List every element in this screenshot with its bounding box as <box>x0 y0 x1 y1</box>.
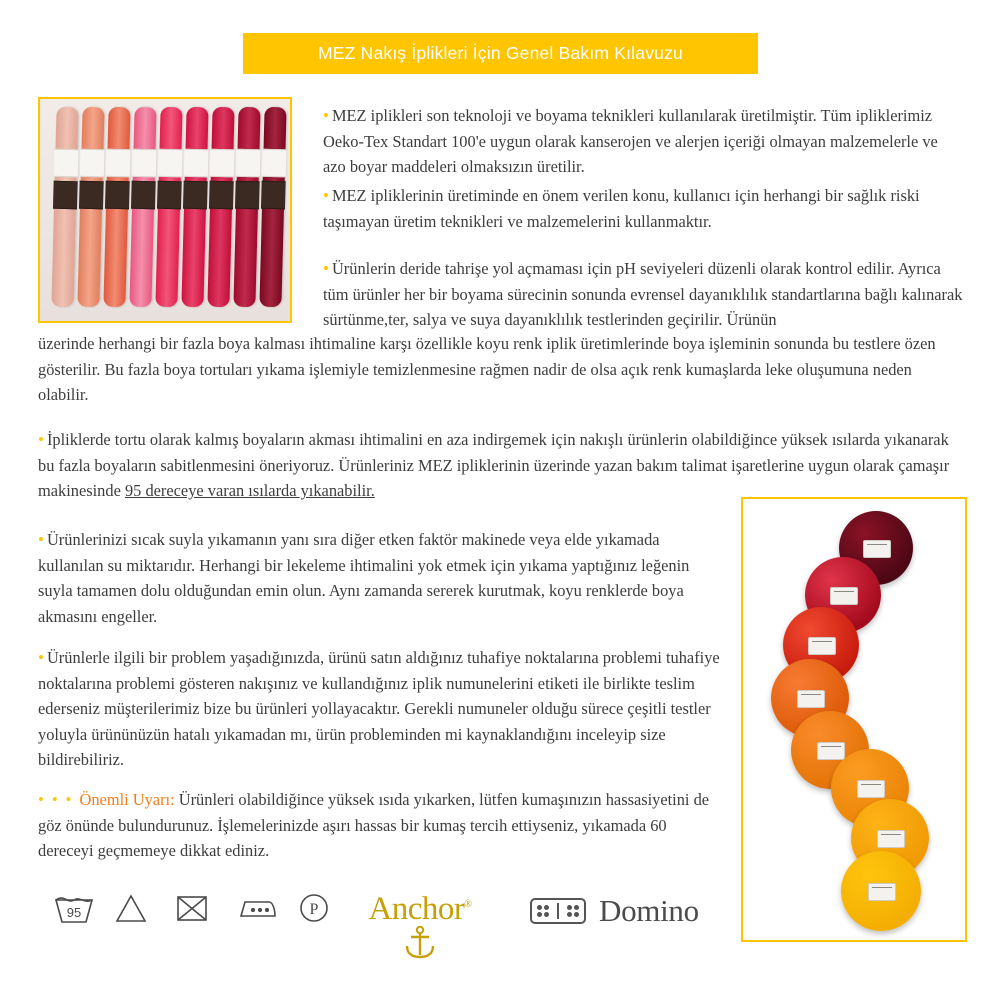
domino-dots-left <box>537 905 549 917</box>
paragraph-ph-cont <box>38 331 964 408</box>
paragraph-intro <box>323 103 964 180</box>
paragraph-ph <box>323 256 964 333</box>
bullet-icon: • <box>38 648 44 667</box>
paragraph-important-warning <box>38 787 723 864</box>
bullet-icon: • <box>323 186 329 205</box>
paragraph-text: Ürünlerle ilgili bir problem yaşadığınızda, ürünü satın aldığınız tuhafiye noktalarına problemi tuhafiye noktalarına problemi gösteren nakışınız ve kullandığınız iplik numunelerini etiketi ile birlikte teslim ederseniz müşterilerimiz bize bu ürünleri yollayacaktır. Gerekli numuneler olduğu sürece çeşitli testler yoluyla ürününüzün hatalı yıkamadan mı, ürün probleminden mi kaynaklandığını inceleyip size bildirebiliriz. <box>38 648 720 769</box>
paragraph-text: Ürünleri olabildiğince yüksek ısıda yıkarken, lütfen kumaşınızın hassasiyetini de göz önünde bulundurunuz. İşlemelerinizde aşırı hassas bir kumaş tercih ettiyseniz, yıkamada 60 dereceyi geçmemeye dikkat ediniz. <box>38 790 710 860</box>
warning-dots-icon: • • • <box>38 790 80 809</box>
bullet-icon: • <box>38 530 44 549</box>
anchor-symbol-icon <box>400 924 440 960</box>
bullet-icon: • <box>323 106 329 125</box>
wash-95-icon <box>52 890 96 926</box>
paragraph-text: Ürünlerin deride tahrişe yol açmaması için pH seviyeleri düzenli olarak kontrol edilir. Ayrıca tüm ürünler her bir boyama sürecinin sonunda evrensel dayanıklılık standartlarına bağlı kalınarak sürtünme,ter, salya ve suya dayanıklılık testlerinden geçirilir. Ürünün <box>323 259 963 329</box>
registered-mark: ® <box>464 899 472 910</box>
paragraph-text: MEZ iplikleri son teknoloji ve boyama teknikleri kullanılarak üretilmiştir. Tüm ipliklerimiz Oeko-Tex Standart 100'e uygun olarak kanserojen ve alerjen içeriği olmayan malzemelerle ve azo boyar maddeleri olmaksızın üretilir. <box>323 106 938 176</box>
paragraph-washing-temp <box>38 427 964 504</box>
anchor-logo-text <box>345 888 495 926</box>
anchor-logo <box>345 888 495 958</box>
domino-dots-right <box>567 905 579 917</box>
paragraph-problem-support <box>38 645 723 773</box>
embroidery-floss-skeins-photo <box>38 97 292 323</box>
bleach-any-icon <box>113 890 157 926</box>
paragraph-text: İpliklerde tortu olarak kalmış boyaların akması ihtimalini en aza indirgemek için nakışlı ürünlerin olabildiğince yüksek ısılarda yıkanarak bu fazla boyaların sabitlenmesini öneriyoruz. Ürünleriniz MEZ ipliklerinin üzerinde yazan bakım talimat işaretlerine uygun olarak çamaşır makinesinde <box>38 430 950 500</box>
paragraph-health <box>323 183 964 234</box>
paragraph-text: MEZ ipliklerinin üretiminde en önem verilen konu, kullanıcı için herhangi bir sağlık riski taşımayan üretim teknikleri ve malzemelerini kullanmaktır. <box>323 186 920 231</box>
page-title-banner <box>243 33 758 74</box>
svg-text:P: P <box>309 901 319 918</box>
warning-label: Önemli Uyarı: <box>79 790 175 809</box>
anchor-wordmark: Anchor <box>368 891 465 927</box>
paragraph-text: Ürünlerinizi sıcak suyla yıkamanın yanı sıra diğer etken faktör makinede veya elde yıkamada kullanılan su miktarıdır. Herhangi bir lekeleme ihtimalini yok etmek için yıkama yaptığınız leğenin suyla tamamen dolu olduğundan emin olun. Aynı zamanda sererek kurutmak, koyu renklerde boya akmasını engeller. <box>38 530 690 626</box>
thread-balls-photo <box>741 497 967 942</box>
paragraph-water-amount <box>38 527 723 629</box>
care-symbols-row <box>52 890 340 926</box>
svg-text:95: 95 <box>66 905 82 920</box>
domino-tile-icon <box>530 898 586 924</box>
iron-high-icon <box>235 890 279 926</box>
paragraph-text: üzerinde herhangi bir fazla boya kalması ihtimaline karşı özellikle koyu renk iplik üretimlerinde boya işleminin sonunda bu testlere özen gösterilir. Bu fazla boya tortuları yıkama işlemiyle temizlenmesine rağmen nadir de olsa açık renk kumaşlarda leke oluşumuna neden olabilir. <box>38 334 936 404</box>
domino-logo <box>530 893 699 929</box>
domino-wordmark: Domino <box>599 893 699 928</box>
bullet-icon: • <box>38 430 44 449</box>
bullet-icon: • <box>323 259 329 278</box>
thread-ball <box>841 851 921 931</box>
paragraph-emphasis: 95 dereceye varan ısılarda yıkanabilir. <box>124 481 375 500</box>
page-title: MEZ Nakış İplikleri İçin Genel Bakım Kılavuzu <box>318 43 683 63</box>
professional-clean-p-icon <box>296 890 340 926</box>
no-tumble-dry-icon <box>174 890 218 926</box>
